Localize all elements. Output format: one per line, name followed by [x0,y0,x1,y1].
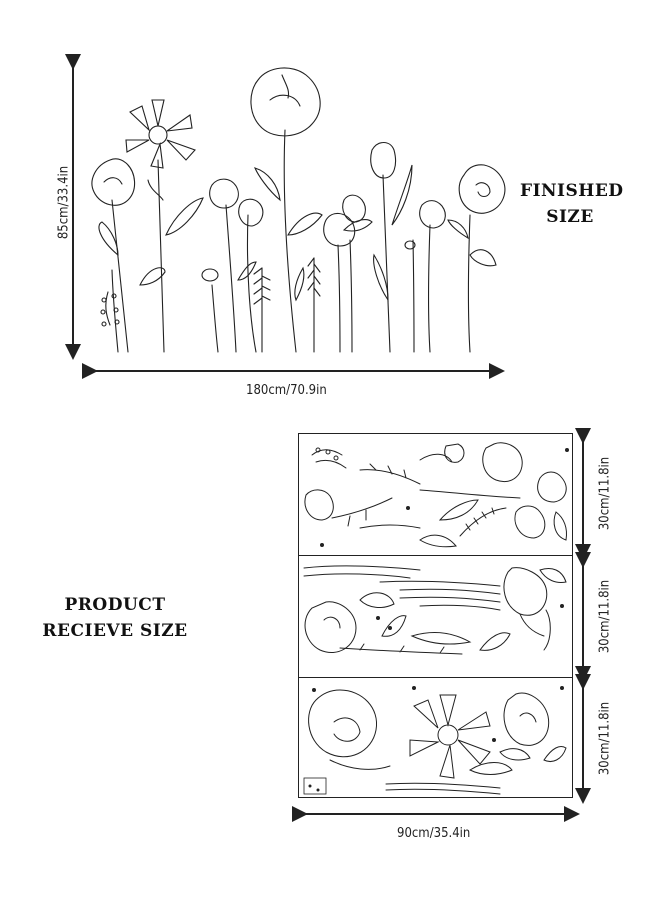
finished-width-label: 180cm/70.9in [246,383,327,398]
sheet-drawings [304,443,567,794]
sheet1-height-label: 30cm/11.8in [597,456,613,531]
sheet2-height-label: 30cm/11.8in [597,579,613,654]
finished-heading-line2: SIZE [546,207,594,227]
product-heading-line2: RECIEVE SIZE [42,621,188,641]
product-width-label: 90cm/35.4in [397,826,471,841]
finished-height-label: 85cm/33.4in [56,165,72,240]
product-heading-line1: PRODUCT [64,595,166,615]
sheet-dots [309,448,570,792]
sheet3-height-label: 30cm/11.8in [597,701,613,776]
finished-heading-line1: FINISHED [520,181,624,201]
